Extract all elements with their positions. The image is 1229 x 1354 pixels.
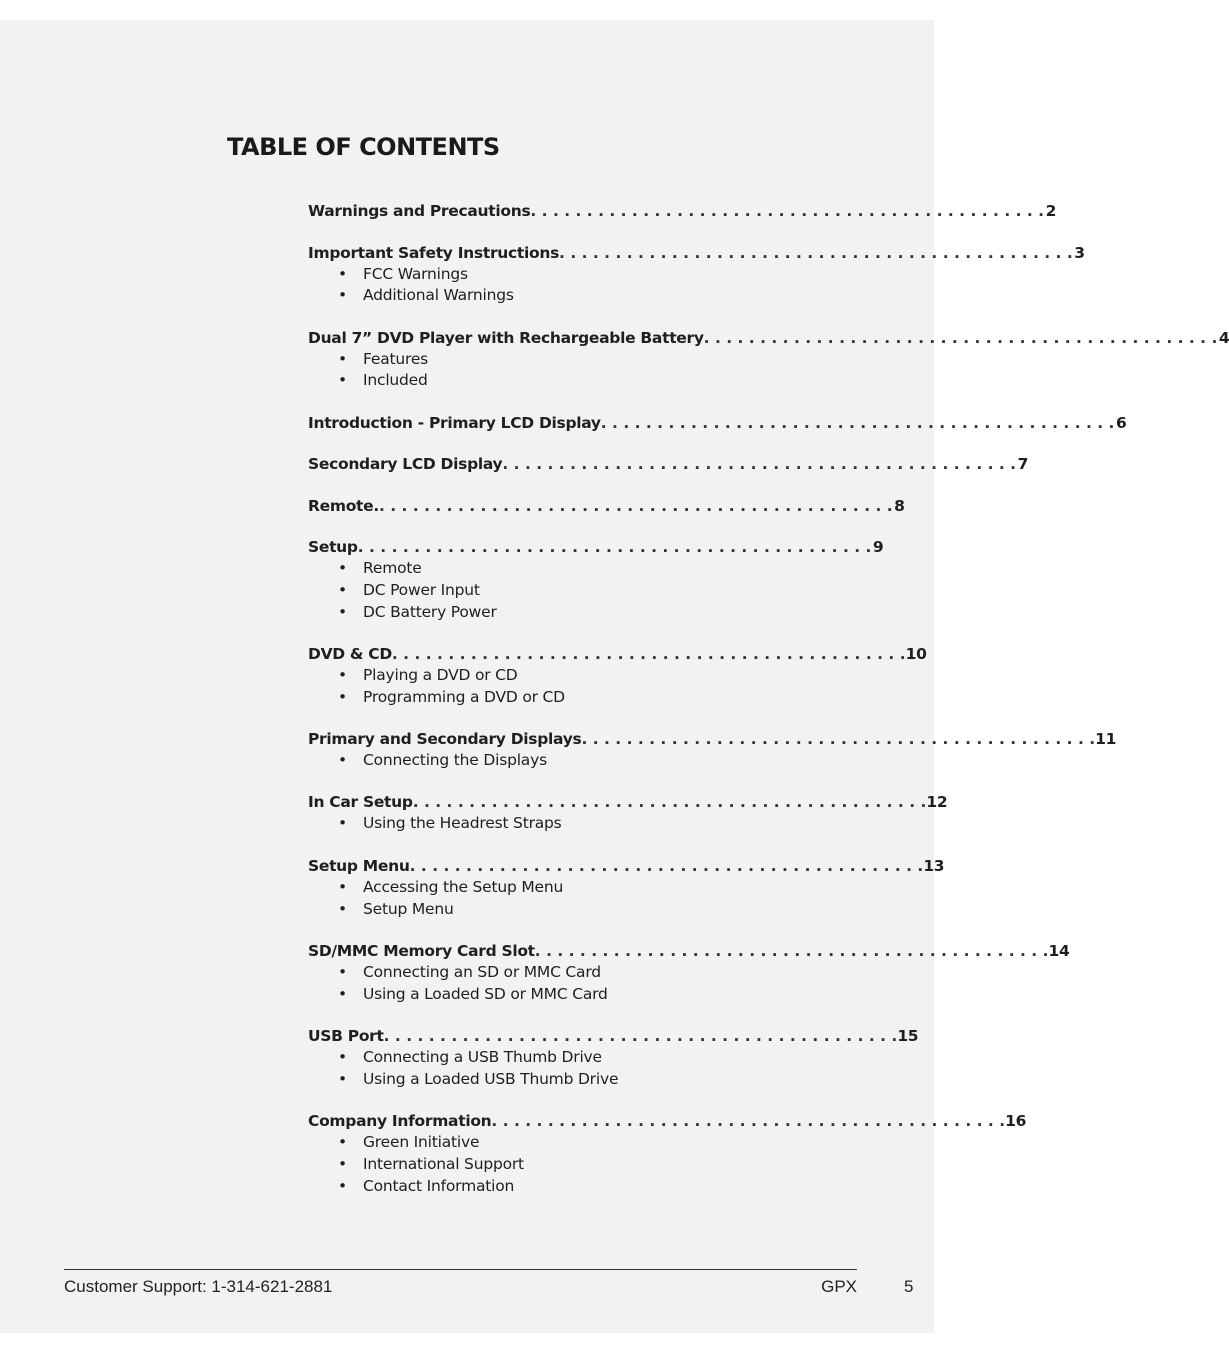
toc-sub-list — [308, 962, 857, 1006]
toc-sub-list — [308, 1047, 857, 1091]
toc-sub-item-label: Using the Headrest Straps — [363, 814, 562, 833]
toc-dot-leader: . . . . . . . . . . . . . . . . . . . . . . . . . . . . . . . . . . . . . . . . . . . . . . — [703, 328, 1218, 347]
toc-sub-item-label: Setup Menu — [363, 899, 454, 918]
toc-entry[interactable] — [308, 453, 1029, 475]
toc-section — [308, 327, 1229, 393]
bullet-icon: • — [338, 264, 347, 283]
toc-section — [308, 791, 948, 835]
footer-brand: GPX — [821, 1277, 857, 1296]
toc-section — [308, 728, 1117, 772]
toc-entry-label: In Car Setup — [308, 793, 413, 812]
toc-section — [308, 412, 1127, 434]
toc-sub-item-label: Green Initiative — [363, 1133, 480, 1152]
toc-dot-leader: . . . . . . . . . . . . . . . . . . . . . . . . . . . . . . . . . . . . . . . . . . . . . . — [378, 496, 893, 515]
bullet-icon: • — [338, 580, 347, 599]
toc-sub-item[interactable] — [308, 580, 857, 602]
toc-entry[interactable] — [308, 1025, 919, 1047]
toc-sub-item[interactable] — [308, 1154, 857, 1176]
toc-entry-page: 3 — [1074, 243, 1085, 262]
toc-entry-label: Remote. — [308, 496, 379, 515]
toc-dot-leader: . . . . . . . . . . . . . . . . . . . . . . . . . . . . . . . . . . . . . . . . . . . . . . — [502, 455, 1017, 474]
toc-dot-leader: . . . . . . . . . . . . . . . . . . . . . . . . . . . . . . . . . . . . . . . . . . . . . . — [530, 202, 1045, 220]
toc-sub-list — [308, 1132, 857, 1197]
toc-sub-item[interactable] — [308, 370, 857, 392]
toc-dot-leader: . . . . . . . . . . . . . . . . . . . . . . . . . . . . . . . . . . . . . . . . . . . . . . — [412, 793, 927, 812]
toc-sub-list — [308, 349, 857, 393]
toc-entry-page: 15 — [897, 1026, 919, 1045]
bullet-icon: • — [338, 1176, 347, 1195]
toc-dot-leader: . . . . . . . . . . . . . . . . . . . . . . . . . . . . . . . . . . . . . . . . . . . . . . — [357, 538, 872, 557]
toc-sub-item-label: Contact Information — [363, 1176, 515, 1195]
footer-page-number: 5 — [904, 1277, 914, 1296]
toc-sub-item-label: Connecting a USB Thumb Drive — [363, 1047, 602, 1066]
toc-sub-list — [308, 558, 857, 623]
toc-entry[interactable] — [308, 1110, 1027, 1132]
bullet-icon: • — [338, 1133, 347, 1152]
toc-section — [308, 536, 884, 623]
toc-entry[interactable] — [308, 327, 1229, 349]
toc-entry-page: 14 — [1048, 941, 1070, 960]
toc-sub-item[interactable] — [308, 813, 857, 835]
toc-dot-leader: . . . . . . . . . . . . . . . . . . . . . . . . . . . . . . . . . . . . . . . . . . . . . . — [559, 243, 1073, 262]
toc-entry-label: Setup — [308, 538, 358, 557]
toc-sub-item-label: Additional Warnings — [363, 286, 514, 305]
bullet-icon: • — [338, 666, 347, 685]
bullet-icon: • — [338, 962, 347, 981]
toc-entry[interactable] — [308, 200, 1057, 222]
toc-sub-item[interactable] — [308, 602, 857, 624]
toc-entry-page: 8 — [894, 496, 905, 515]
toc-entry[interactable] — [308, 940, 1070, 962]
toc-sub-item[interactable] — [308, 877, 857, 899]
toc-entry-page: 9 — [872, 538, 884, 557]
toc-sub-item[interactable] — [308, 264, 857, 286]
bullet-icon: • — [338, 559, 347, 578]
toc-entry-page: 7 — [1017, 455, 1029, 474]
bullet-icon: • — [338, 899, 347, 918]
toc-dot-leader: . . . . . . . . . . . . . . . . . . . . . . . . . . . . . . . . . . . . . . . . . . . . . . — [600, 413, 1115, 432]
toc-sub-list — [308, 813, 857, 835]
toc-entry-label: Warnings and Precautions — [308, 202, 531, 220]
bullet-icon: • — [338, 751, 347, 770]
toc-entry[interactable] — [308, 242, 1085, 264]
toc-sub-item-label: Features — [363, 349, 429, 368]
toc-sub-item-label: Using a Loaded USB Thumb Drive — [363, 1069, 619, 1088]
toc-section — [308, 453, 1029, 475]
toc-sub-list — [308, 264, 857, 308]
toc-sub-item[interactable] — [308, 962, 857, 984]
toc-sub-item[interactable] — [308, 285, 857, 307]
bullet-icon: • — [338, 1069, 347, 1088]
toc-sub-item[interactable] — [308, 349, 857, 371]
toc-section — [308, 1110, 1027, 1197]
toc-section — [308, 495, 905, 517]
document-page — [0, 20, 1229, 1333]
toc-sub-item-label: Using a Loaded SD or MMC Card — [363, 984, 608, 1003]
toc-entry-page: 4 — [1218, 328, 1229, 347]
toc-sub-item-label: Programming a DVD or CD — [363, 687, 565, 706]
table-of-contents — [308, 200, 1229, 1217]
bullet-icon: • — [338, 1047, 347, 1066]
bullet-icon: • — [338, 814, 347, 833]
toc-entry-label: Setup Menu — [308, 856, 410, 875]
bullet-icon: • — [338, 371, 347, 390]
toc-entry-page: 13 — [923, 856, 945, 875]
toc-entry-label: Dual 7” DVD Player with Rechargeable Battery — [308, 328, 704, 347]
toc-section — [308, 855, 945, 921]
toc-entry[interactable] — [308, 536, 884, 558]
toc-section — [308, 1025, 919, 1091]
toc-entry-page: 10 — [905, 645, 927, 664]
toc-sub-list — [308, 877, 857, 921]
toc-entry-page: 2 — [1045, 202, 1057, 220]
toc-sub-item-label: Connecting the Displays — [363, 751, 547, 770]
toc-entry[interactable] — [308, 728, 1117, 750]
toc-sub-list — [308, 665, 857, 709]
footer-divider — [64, 1269, 857, 1270]
toc-entry-page: 16 — [1005, 1112, 1027, 1131]
bullet-icon: • — [338, 984, 347, 1003]
toc-sub-item-label: Connecting an SD or MMC Card — [363, 962, 601, 981]
toc-entry[interactable] — [308, 791, 948, 813]
toc-dot-leader: . . . . . . . . . . . . . . . . . . . . . . . . . . . . . . . . . . . . . . . . . . . . . . — [534, 941, 1049, 960]
toc-dot-leader: . . . . . . . . . . . . . . . . . . . . . . . . . . . . . . . . . . . . . . . . . . . . . . — [581, 730, 1096, 749]
toc-entry-label: USB Port — [308, 1026, 384, 1045]
bullet-icon: • — [338, 877, 347, 896]
toc-sub-item[interactable] — [308, 750, 857, 772]
toc-sub-item-label: Remote — [363, 559, 422, 578]
toc-entry-label: Important Safety Instructions — [308, 243, 560, 262]
toc-entry-label: Introduction - Primary LCD Display — [308, 413, 601, 432]
toc-sub-item-label: FCC Warnings — [363, 264, 468, 283]
toc-entry-label: Secondary LCD Display — [308, 455, 503, 474]
toc-entry-page: 12 — [926, 793, 948, 812]
toc-sub-item[interactable] — [308, 1176, 857, 1198]
toc-sub-item-label: Included — [363, 371, 428, 390]
toc-entry-label: Company Information — [308, 1112, 492, 1131]
bullet-icon: • — [338, 1154, 347, 1173]
bullet-icon: • — [338, 687, 347, 706]
toc-section — [308, 940, 1070, 1006]
toc-dot-leader: . . . . . . . . . . . . . . . . . . . . . . . . . . . . . . . . . . . . . . . . . . . . . . — [409, 856, 924, 875]
toc-dot-leader: . . . . . . . . . . . . . . . . . . . . . . . . . . . . . . . . . . . . . . . . . . . . . . — [491, 1112, 1006, 1131]
toc-sub-item-label: DC Power Input — [363, 580, 480, 599]
footer-support-text: Customer Support: 1-314-621-2881 — [64, 1277, 333, 1296]
toc-section — [308, 643, 927, 709]
toc-entry[interactable] — [308, 495, 905, 517]
toc-entry[interactable] — [308, 643, 927, 665]
toc-dot-leader: . . . . . . . . . . . . . . . . . . . . . . . . . . . . . . . . . . . . . . . . . . . . . . — [383, 1026, 898, 1045]
bullet-icon: • — [338, 349, 347, 368]
toc-section — [308, 200, 1057, 222]
toc-entry-label: DVD & CD — [308, 645, 392, 664]
toc-sub-item[interactable] — [308, 1132, 857, 1154]
toc-sub-item[interactable] — [308, 1069, 857, 1091]
toc-sub-item-label: International Support — [363, 1154, 524, 1173]
toc-sub-list — [308, 750, 857, 772]
toc-entry-page: 11 — [1095, 730, 1117, 749]
toc-sub-item[interactable] — [308, 899, 857, 921]
toc-sub-item[interactable] — [308, 984, 857, 1006]
bullet-icon: • — [338, 602, 347, 621]
toc-entry-label: SD/MMC Memory Card Slot — [308, 941, 535, 960]
toc-dot-leader: . . . . . . . . . . . . . . . . . . . . . . . . . . . . . . . . . . . . . . . . . . . . . . — [391, 645, 906, 664]
toc-sub-item-label: Accessing the Setup Menu — [363, 877, 564, 896]
toc-sub-item[interactable] — [308, 1047, 857, 1069]
toc-entry[interactable] — [308, 412, 1127, 434]
toc-entry-page: 6 — [1115, 413, 1127, 432]
toc-entry-label: Primary and Secondary Displays — [308, 730, 582, 749]
toc-section — [308, 242, 1085, 308]
toc-sub-item[interactable] — [308, 665, 857, 687]
toc-sub-item[interactable] — [308, 558, 857, 580]
toc-sub-item[interactable] — [308, 687, 857, 709]
toc-entry[interactable] — [308, 855, 945, 877]
toc-sub-item-label: Playing a DVD or CD — [363, 666, 518, 685]
page-title: TABLE OF CONTENTS — [227, 133, 500, 161]
toc-sub-item-label: DC Battery Power — [363, 602, 497, 621]
bullet-icon: • — [338, 286, 347, 305]
